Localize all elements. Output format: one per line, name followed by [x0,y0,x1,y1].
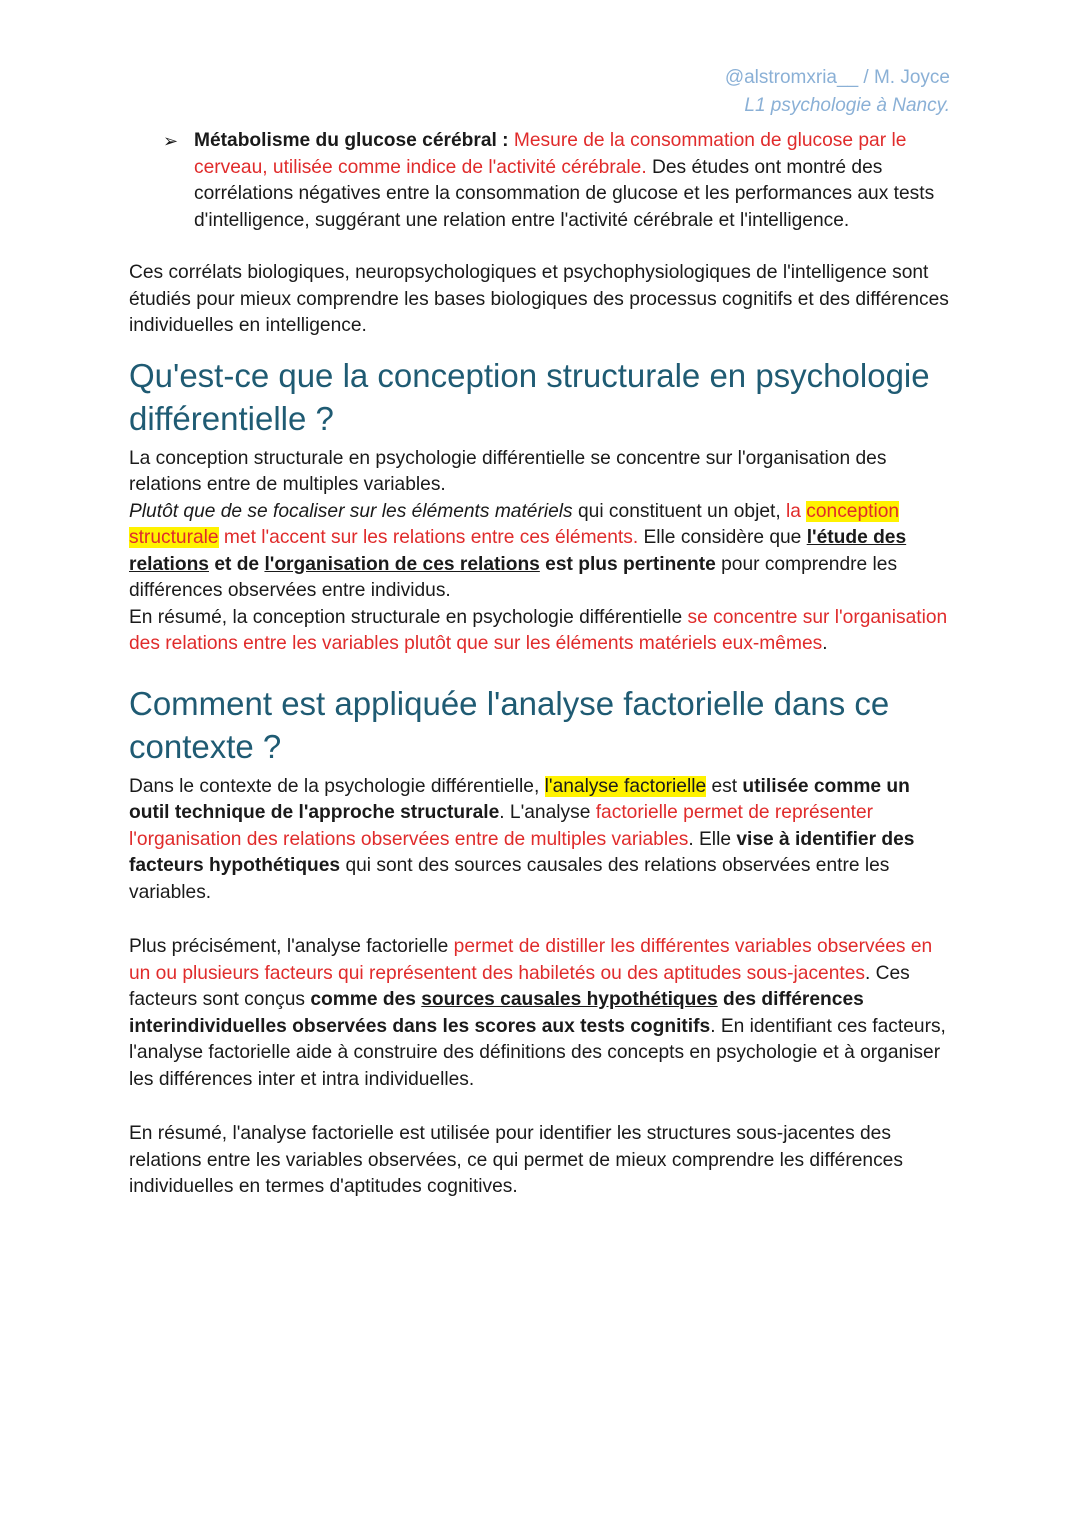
heading-factor-analysis: Comment est appliquée l'analyse factorielle dans ce contexte ? [129,684,890,765]
highlight-conception-structurale: conception structurale [129,500,900,548]
bullet-detail: Des études ont montré des corrélations négatives entre la consommation de glucose et les performances aux tests d'intelligence, suggérant une relation entre l'activité cérébrale et l'intelligence. [194,156,935,231]
red-span: factorielle permet de représenter l'organisation des relations observées entre de multiples variables [129,802,874,850]
highlight-analyse-factorielle: l'analyse factorielle [544,775,707,797]
red-span: permet de distiller les différentes variables observées en un ou plusieurs facteurs qui représentent des habiletés ou des aptitudes sous-jacentes [129,936,933,984]
bold-span: vise à identifier des facteurs hypothétiques [129,828,915,876]
bullet-glucose-metabolism [129,128,954,234]
text-span: Plus précisément, l'analyse factorielle [129,936,454,957]
underlined-study-relations: l'étude des relations [129,527,907,575]
text-span: qui constituent un objet, [572,500,786,522]
document-body [129,128,954,1201]
bold-span: des différences interindividuelles observées dans les scores aux tests cognitifs [129,989,864,1037]
bullet-definition: Mesure de la consommation de glucose par le cerveau, utilisée comme indice de l'activité cérébrale. [194,130,907,178]
paragraph-factor-analysis-summary: En résumé, l'analyse factorielle est utilisée pour identifier les structures sous-jacentes des relations entre les variables observées, ce qui permet de mieux comprendre les différences individuelles en termes d'aptitudes cognitives. [129,1123,903,1197]
text-span: . Ces facteurs sont conçus [129,962,910,1010]
red-span: la [786,500,807,522]
underlined-causal-sources: sources causales hypothétiques [421,989,718,1010]
text-span: En résumé, la conception structurale en psychologie différentielle [129,606,688,628]
bullet-term: Métabolisme du glucose cérébral : [194,130,509,151]
red-span: met l'accent sur les relations entre ces éléments. [218,527,639,548]
bold-span: et de [208,553,265,575]
text-span: . L'analyse [499,802,596,823]
text-span: . [822,633,828,654]
text-span: qui sont des sources causales des relations observées entre les variables. [129,855,890,903]
text-span: pour comprendre les différences observées entre individus. [129,553,898,601]
text-span: Elle considère que [638,527,807,548]
bold-span: comme des [310,989,422,1010]
text-span: Dans le contexte de la psychologie différentielle, [129,775,545,797]
heading-structural-conception: Qu'est-ce que la conception structurale en psychologie différentielle ? [129,356,930,437]
underlined-organisation-relations: l'organisation de ces relations [264,553,540,575]
bold-span: est plus pertinente [539,553,716,575]
paragraph-correlates: Ces corrélats biologiques, neuropsychologiques et psychophysiologiques de l'intelligence sont étudiés pour mieux comprendre les bases biologiques des processus cognitifs et des différences individuelles en intelligence. [129,262,949,336]
text-span: . En identifiant ces facteurs, l'analyse factorielle aide à construire des définitions des concepts en psychologie et à organiser les différences inter et intra individuelles. [129,1015,946,1090]
text-span: est [706,775,743,797]
paragraph-structural-summary [129,605,954,658]
paragraph-factor-analysis-detail [129,934,954,1093]
paragraph-structural-intro: La conception structurale en psychologie différentielle se concentre sur l'organisation des relations entre de multiples variables. [129,447,887,495]
header-author: @alstromxria__ / M. Joyce [724,67,950,88]
bold-span: utilisée comme un outil technique de l'approche structurale [129,775,910,823]
italic-phrase: Plutôt que de se focaliser sur les éléments matériels [129,500,573,522]
paragraph-structural-relations [129,499,954,605]
text-span: . Elle [688,828,737,850]
header-course: L1 psychologie à Nancy. [744,95,950,116]
red-span: se concentre sur l'organisation des relations entre les variables plutôt que sur les éléments matériels eux-mêmes [129,606,948,654]
paragraph-factor-analysis-use [129,774,954,907]
page-header [725,64,950,120]
arrow-bullet-icon: ➢ [163,131,179,151]
